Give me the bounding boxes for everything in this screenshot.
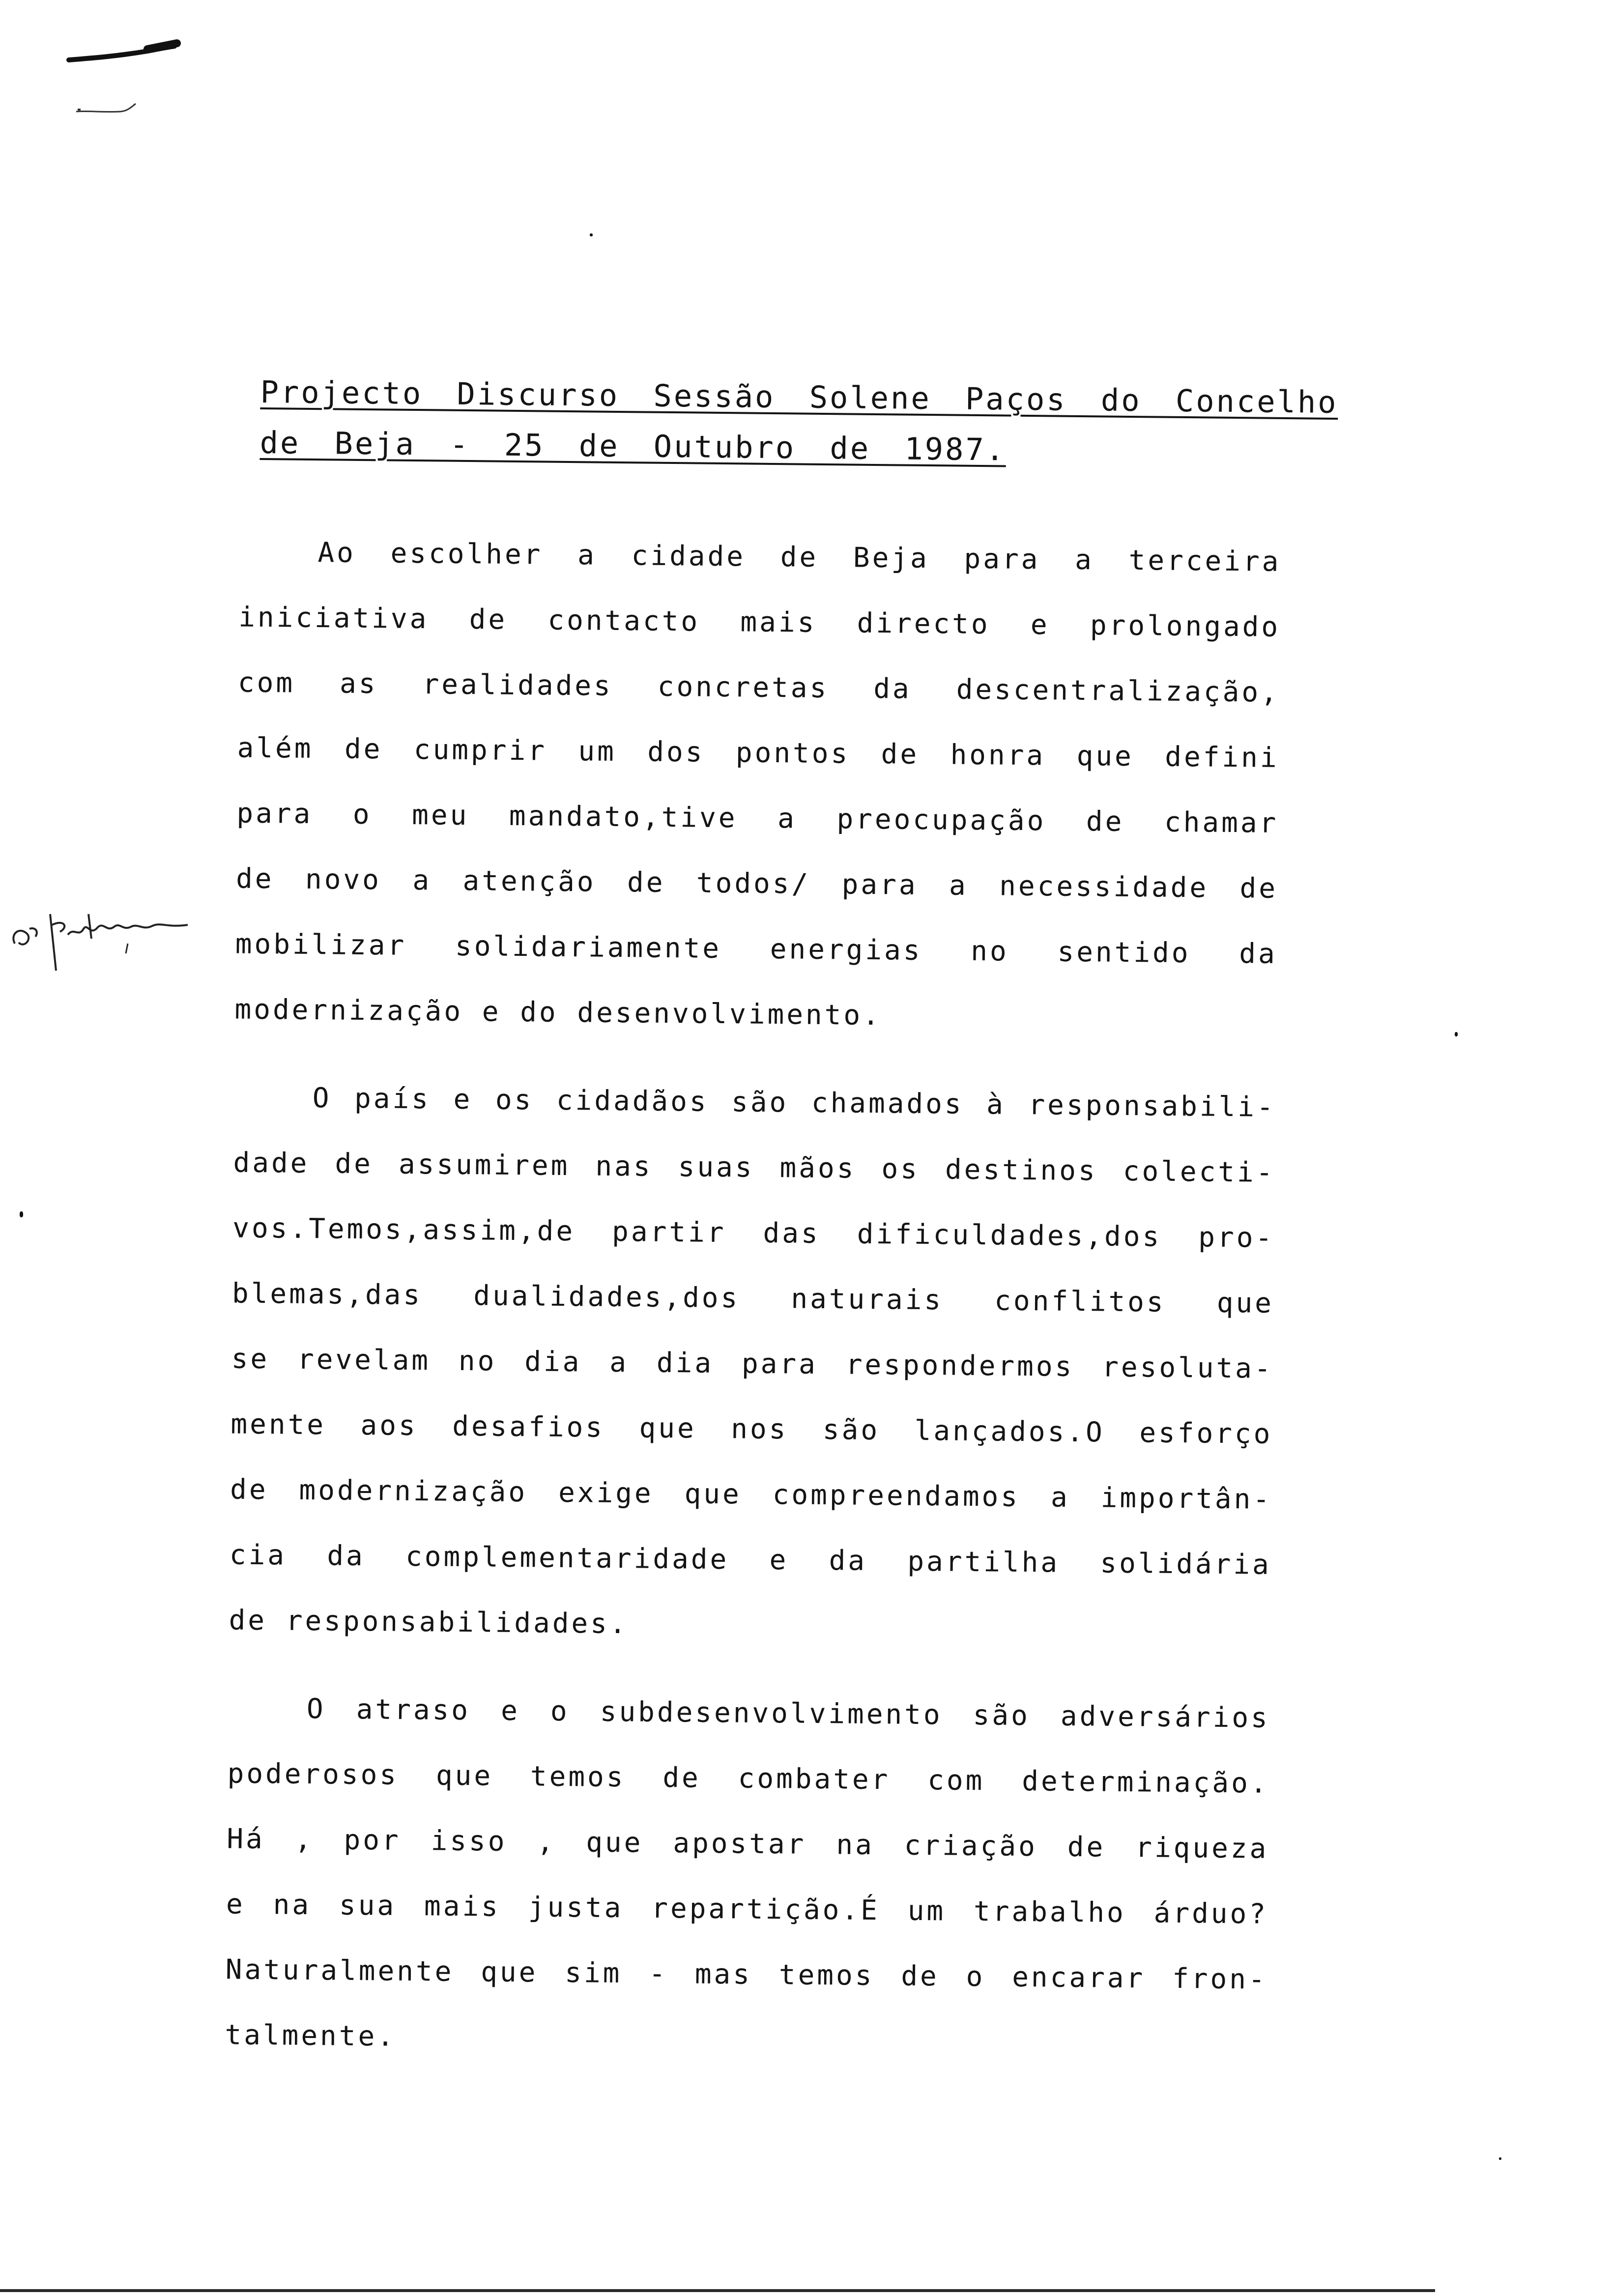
text-line: iniciativa de contacto mais directo e prolongado bbox=[238, 601, 1281, 643]
ink-smudge-mark bbox=[64, 34, 182, 74]
text-line: de responsabilidades. bbox=[229, 1604, 629, 1640]
document-title-line-2: de Beja - 25 de Outubro de 1987. bbox=[259, 424, 1007, 468]
text-line: cia da complementaridade e da partilha solidária bbox=[229, 1539, 1272, 1581]
text-line: com as realidades concretas da descentralização, bbox=[237, 666, 1280, 709]
dust-speck bbox=[1455, 1032, 1458, 1036]
text-line: para o meu mandato,tive a preocupação de chamar bbox=[236, 797, 1279, 839]
text-line: de novo a atenção de todos/ para a necessidade de bbox=[235, 862, 1278, 905]
text-line: e na sua mais justa repartição.É um trabalho árduo? bbox=[226, 1888, 1268, 1930]
text-line: O atraso e o subdesenvolvimento são adversários bbox=[306, 1693, 1270, 1734]
scan-bottom-edge-line bbox=[0, 2289, 1435, 2292]
text-line: mobilizar solidariamente energias no sentido da bbox=[235, 928, 1278, 970]
text-line: talmente. bbox=[225, 2019, 397, 2053]
text-line: modernização e do desenvolvimento. bbox=[234, 993, 882, 1032]
dust-speck bbox=[590, 233, 593, 236]
paragraph-1 bbox=[234, 519, 1281, 1052]
dust-speck bbox=[20, 1211, 23, 1217]
text-line: de modernização exige que compreendamos a importân- bbox=[230, 1473, 1272, 1516]
text-line: dade de assumirem nas suas mãos os destinos colecti- bbox=[233, 1147, 1275, 1189]
text-line: mente aos desafios que nos são lançados.O esforço bbox=[230, 1408, 1273, 1450]
paragraph-3 bbox=[225, 1675, 1270, 2077]
text-line: blemas,das dualidades,dos naturais conflitos que bbox=[231, 1277, 1274, 1320]
dust-speck bbox=[1499, 2157, 1501, 2160]
typed-document bbox=[195, 373, 1338, 2078]
text-line: Naturalmente que sim - mas temos de o encarar fron- bbox=[225, 1953, 1268, 1996]
text-line: Ao escolher a cidade de Beja para a terceira bbox=[317, 537, 1281, 578]
handwritten-margin-note bbox=[5, 880, 202, 973]
paragraph-2 bbox=[229, 1065, 1276, 1663]
text-line: vos.Temos,assim,de partir das dificuldades,dos pro- bbox=[232, 1212, 1275, 1254]
text-line: além de cumprir um dos pontos de honra que defini bbox=[237, 732, 1279, 774]
text-line: O país e os cidadãos são chamados à responsabili- bbox=[312, 1082, 1276, 1123]
text-line: Há , por isso , que apostar na criação de riqueza bbox=[227, 1823, 1269, 1865]
document-title-line-1: Projecto Discurso Sessão Solene Paços do Concelho bbox=[260, 373, 1338, 421]
text-line: poderosos que temos de combater com determinação. bbox=[227, 1757, 1269, 1800]
text-line: se revelam no dia a dia para respondermos resoluta- bbox=[231, 1343, 1273, 1385]
small-pen-mark bbox=[74, 101, 143, 120]
